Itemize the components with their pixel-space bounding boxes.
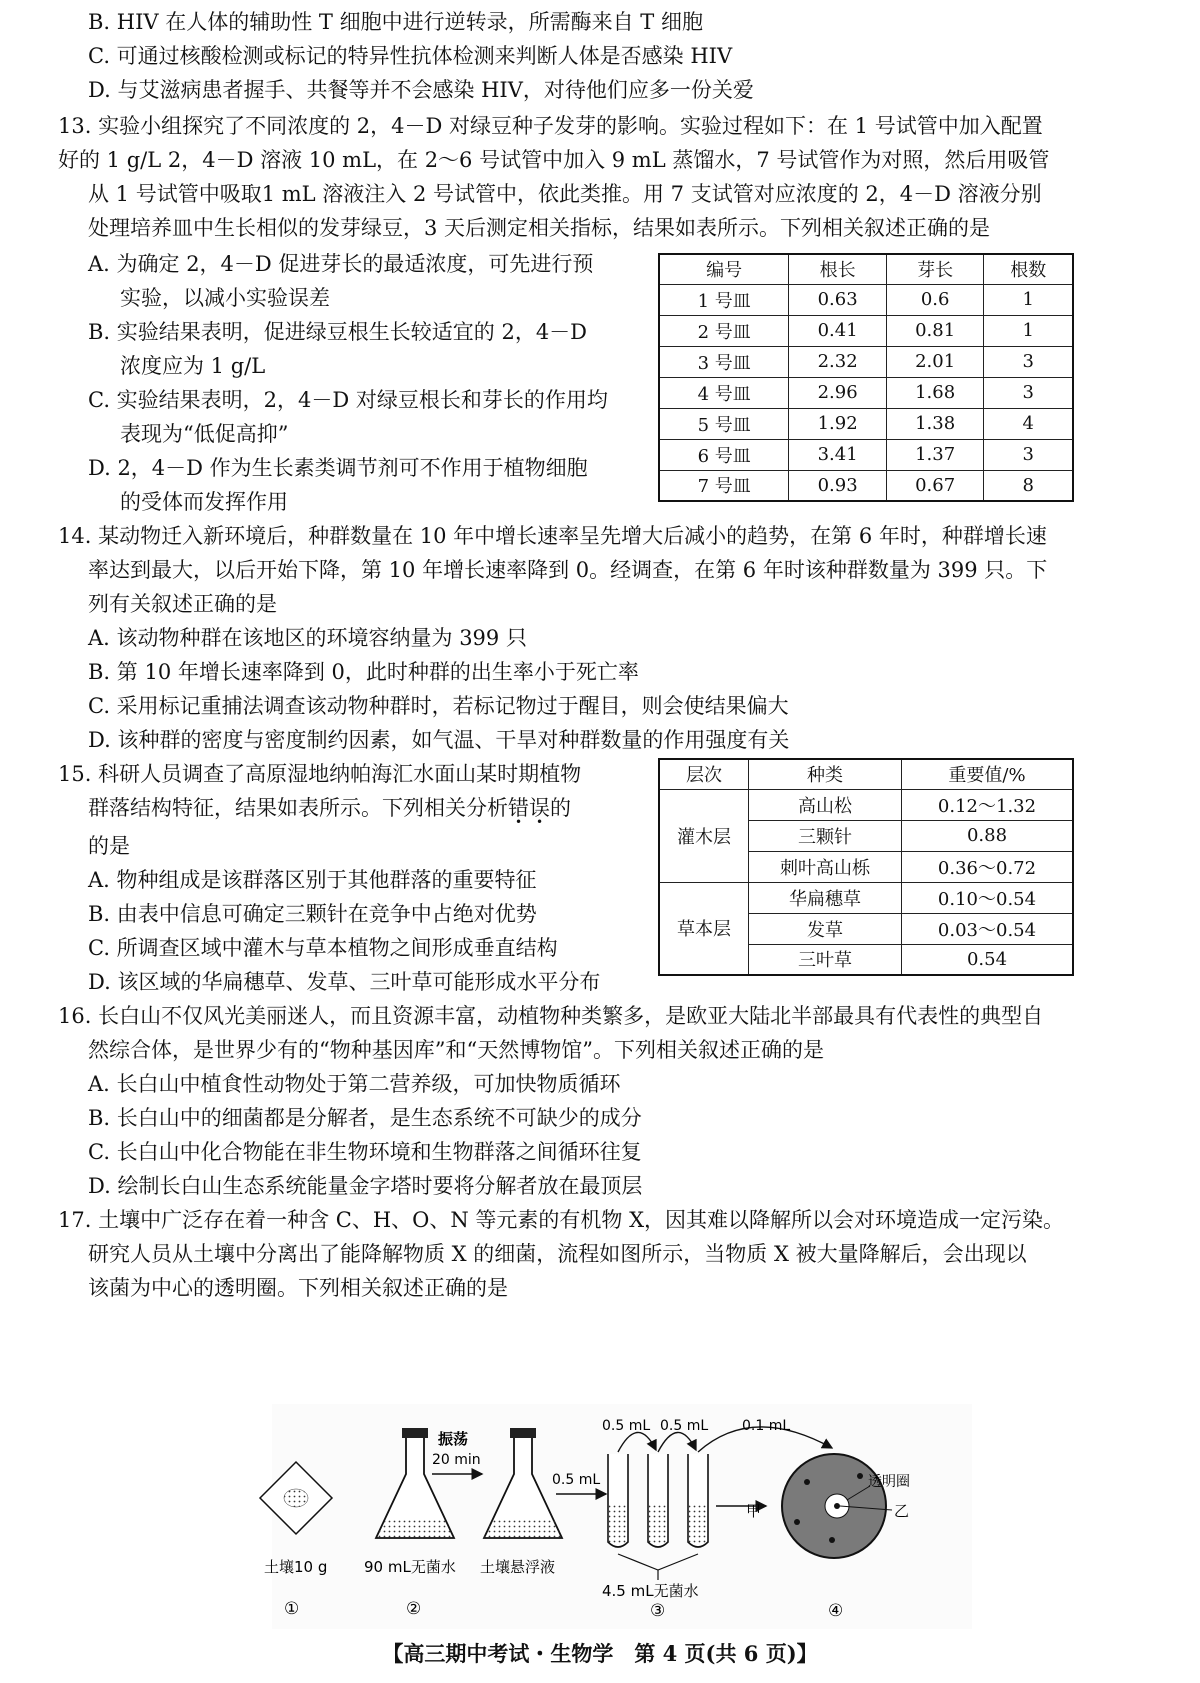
q15-option-a: A. 物种组成是该群落区别于其他群落的重要特征 bbox=[88, 868, 537, 892]
q14-option-c: C. 采用标记重捕法调查该动物种群时，若标记物过于醒目，则会使结果偏大 bbox=[88, 694, 789, 718]
table-row bbox=[659, 284, 1073, 315]
table-header: 根数 bbox=[984, 254, 1073, 284]
table-cell: 5 号皿 bbox=[659, 408, 789, 439]
ring-label: 透明圈 bbox=[868, 1474, 910, 1490]
table-cell: 7 号皿 bbox=[659, 470, 789, 501]
dilution-arrow bbox=[618, 1432, 656, 1452]
table-cell: 3 bbox=[984, 377, 1073, 408]
q14-option-d: D. 该种群的密度与密度制约因素，如气温、干旱对种群数量的作用强度有关 bbox=[88, 728, 790, 752]
q13-option-b-cont: 浓度应为 1 g/L bbox=[120, 354, 266, 378]
table-cell: 三颗针 bbox=[749, 820, 902, 851]
table-cell: 0.03～0.54 bbox=[902, 913, 1074, 944]
layer-cell: 灌木层 bbox=[659, 789, 749, 882]
transfer-volume-label: 0.5 mL bbox=[552, 1472, 601, 1488]
yi-label: 乙 bbox=[894, 1502, 910, 1520]
emphasis-char: 错 bbox=[508, 796, 529, 820]
q14-stem-line: 列有关叙述正确的是 bbox=[88, 592, 277, 616]
table-cell: 三叶草 bbox=[749, 944, 902, 975]
table-cell: 2.96 bbox=[789, 377, 887, 408]
q15-option-d: D. 该区域的华扁穗草、发草、三叶草可能形成水平分布 bbox=[88, 970, 601, 994]
table-cell: 1.92 bbox=[789, 408, 887, 439]
table-cell: 1 bbox=[984, 315, 1073, 346]
bracket-line bbox=[618, 1554, 698, 1570]
q15-stem-line: 的是 bbox=[88, 834, 130, 858]
q16-stem-line: 然综合体，是世界少有的“物种基因库”和“天然博物馆”。下列相关叙述正确的是 bbox=[88, 1038, 824, 1062]
table-header: 根长 bbox=[789, 254, 887, 284]
q14-stem-line: 14. 某动物迁入新环境后，种群数量在 10 年中增长速率呈先增大后减小的趋势，在第 6 年时，种群增长速 bbox=[58, 524, 1047, 548]
dilution-volume-label: 0.5 mL bbox=[660, 1418, 709, 1434]
plating-volume-label: 0.1 mL bbox=[742, 1418, 791, 1434]
q13-results-table bbox=[658, 253, 1074, 502]
q16-option-b: B. 长白山中的细菌都是分解者，是生态系统不可缺少的成分 bbox=[88, 1106, 642, 1130]
table-cell: 0.6 bbox=[886, 284, 984, 315]
q13-stem-line: 好的 1 g/L 2，4－D 溶液 10 mL，在 2～6 号试管中加入 9 mL 蒸馏水，7 号试管作为对照，然后用吸管 bbox=[58, 148, 1050, 172]
table-row bbox=[659, 346, 1073, 377]
table-cell: 6 号皿 bbox=[659, 439, 789, 470]
q17-stem-line: 研究人员从土壤中分离出了能降解物质 X 的细菌，流程如图所示，当物质 X 被大量降解后，会出现以 bbox=[88, 1242, 1027, 1266]
table-row bbox=[659, 470, 1073, 501]
table-row bbox=[659, 377, 1073, 408]
step-number-4: ④ bbox=[828, 1601, 844, 1621]
table-cell: 0.81 bbox=[886, 315, 984, 346]
table-cell: 1.68 bbox=[886, 377, 984, 408]
q17-stem-line: 17. 土壤中广泛存在着一种含 C、H、O、N 等元素的有机物 X，因其难以降解所以会对环境造成一定污染。 bbox=[58, 1208, 1065, 1232]
table-cell: 1 号皿 bbox=[659, 284, 789, 315]
q13-option-d: D. 2，4－D 作为生长素类调节剂可不作用于植物细胞 bbox=[88, 456, 588, 480]
step-number-3: ③ bbox=[650, 1601, 666, 1621]
table-cell: 1.38 bbox=[886, 408, 984, 439]
table-cell: 刺叶高山栎 bbox=[749, 851, 902, 882]
shake-label: 振荡 bbox=[438, 1430, 469, 1448]
table-row bbox=[659, 315, 1073, 346]
table-cell: 0.54 bbox=[902, 944, 1074, 975]
table-cell: 0.41 bbox=[789, 315, 887, 346]
isolation-flow-figure bbox=[264, 1404, 972, 1629]
q13-option-a: A. 为确定 2，4－D 促进芽长的最适浓度，可先进行预 bbox=[88, 252, 594, 276]
q13-stem-line: 处理培养皿中生长相似的发芽绿豆，3 天后测定相关指标，结果如表所示。下列相关叙述正确的是 bbox=[88, 216, 991, 240]
table-cell: 0.93 bbox=[789, 470, 887, 501]
table-cell: 0.67 bbox=[886, 470, 984, 501]
table-cell: 0.12～1.32 bbox=[902, 789, 1074, 820]
q17-stem-line: 该菌为中心的透明圈。下列相关叙述正确的是 bbox=[88, 1276, 508, 1300]
page-footer: 【高三期中考试・生物学 第 4 页(共 6 页)】 bbox=[382, 1641, 818, 1666]
q16-option-c: C. 长白山中化合物能在非生物环境和生物群落之间循环往复 bbox=[88, 1140, 642, 1164]
flask-icon bbox=[484, 1428, 562, 1538]
test-tube-icon bbox=[608, 1454, 628, 1547]
q13-stem-line: 13. 实验小组探究了不同浓度的 2，4－D 对绿豆种子发芽的影响。实验过程如下：在 1 号试管中加入配置 bbox=[58, 114, 1043, 138]
step-number-2: ② bbox=[406, 1599, 422, 1619]
q13-option-d-cont: 的受体而发挥作用 bbox=[120, 490, 288, 514]
dilution-arrow bbox=[658, 1432, 696, 1452]
table-header: 编号 bbox=[659, 254, 789, 284]
test-tube-icon bbox=[648, 1454, 668, 1547]
table-header: 种类 bbox=[749, 759, 902, 789]
table-cell: 3.41 bbox=[789, 439, 887, 470]
petri-dish-icon bbox=[782, 1454, 886, 1558]
table-cell: 0.63 bbox=[789, 284, 887, 315]
water-45-label: 4.5 mL无菌水 bbox=[602, 1582, 699, 1600]
shake-time-label: 20 min bbox=[432, 1452, 481, 1468]
table-cell: 1.37 bbox=[886, 439, 984, 470]
table-row bbox=[659, 882, 1073, 913]
jia-label: 甲 bbox=[746, 1502, 762, 1520]
suspension-label: 土壤悬浮液 bbox=[480, 1558, 556, 1576]
table-cell: 3 bbox=[984, 346, 1073, 377]
q15-community-table bbox=[658, 758, 1074, 976]
q14-option-b: B. 第 10 年增长速率降到 0，此时种群的出生率小于死亡率 bbox=[88, 660, 639, 684]
q12-option-b: B. HIV 在人体的辅助性 T 细胞中进行逆转录，所需酶来自 T 细胞 bbox=[88, 10, 703, 34]
table-cell: 华扁穗草 bbox=[749, 882, 902, 913]
emphasis-char: 误 bbox=[529, 796, 550, 820]
table-cell: 2.01 bbox=[886, 346, 984, 377]
q16-stem-line: 16. 长白山不仅风光美丽迷人，而且资源丰富，动植物种类繁多，是欧亚大陆北半部最具有代表性的典型自 bbox=[58, 1004, 1044, 1028]
q13-option-c-cont: 表现为“低促高抑” bbox=[120, 422, 289, 446]
water-90-label: 90 mL无菌水 bbox=[364, 1558, 456, 1576]
q15-option-b: B. 由表中信息可确定三颗针在竞争中占绝对优势 bbox=[88, 902, 537, 926]
soil-label: 土壤10 g bbox=[264, 1558, 328, 1576]
table-cell: 4 bbox=[984, 408, 1073, 439]
q14-stem-line: 率达到最大，以后开始下降，第 10 年增长速率降到 0。经调查，在第 6 年时该种群数量为 399 只。下 bbox=[88, 558, 1048, 582]
q14-option-a: A. 该动物种群在该地区的环境容纳量为 399 只 bbox=[88, 626, 527, 650]
table-cell: 3 号皿 bbox=[659, 346, 789, 377]
dilution-volume-label: 0.5 mL bbox=[602, 1418, 651, 1434]
table-cell: 0.10～0.54 bbox=[902, 882, 1074, 913]
q15-stem-text: 的 bbox=[550, 796, 571, 820]
q13-option-c: C. 实验结果表明，2，4－D 对绿豆根长和芽长的作用均 bbox=[88, 388, 608, 412]
table-cell: 高山松 bbox=[749, 789, 902, 820]
table-header: 层次 bbox=[659, 759, 749, 789]
table-cell: 0.88 bbox=[902, 820, 1074, 851]
q13-option-b: B. 实验结果表明，促进绿豆根生长较适宜的 2，4－D bbox=[88, 320, 588, 344]
q12-option-d: D. 与艾滋病患者握手、共餐等并不会感染 HIV，对待他们应多一份关爱 bbox=[88, 78, 754, 102]
table-cell: 8 bbox=[984, 470, 1073, 501]
q15-stem-text: 群落结构特征，结果如表所示。下列相关分析 bbox=[88, 796, 508, 820]
table-header: 重要值/% bbox=[902, 759, 1074, 789]
q15-option-c: C. 所调查区域中灌木与草本植物之间形成垂直结构 bbox=[88, 936, 558, 960]
q12-option-c: C. 可通过核酸检测或标记的特异性抗体检测来判断人体是否感染 HIV bbox=[88, 44, 733, 68]
table-row bbox=[659, 439, 1073, 470]
table-cell: 2.32 bbox=[789, 346, 887, 377]
table-cell: 发草 bbox=[749, 913, 902, 944]
table-row bbox=[659, 408, 1073, 439]
test-tube-icon bbox=[688, 1454, 708, 1547]
table-row bbox=[659, 789, 1073, 820]
table-cell: 1 bbox=[984, 284, 1073, 315]
table-cell: 3 bbox=[984, 439, 1073, 470]
q16-option-d: D. 绘制长白山生态系统能量金字塔时要将分解者放在最顶层 bbox=[88, 1174, 643, 1198]
q16-option-a: A. 长白山中植食性动物处于第二营养级，可加快物质循环 bbox=[88, 1072, 621, 1096]
q15-stem-line bbox=[88, 794, 571, 824]
table-cell: 4 号皿 bbox=[659, 377, 789, 408]
layer-cell: 草本层 bbox=[659, 882, 749, 975]
table-cell: 2 号皿 bbox=[659, 315, 789, 346]
step-number-1: ① bbox=[284, 1599, 300, 1619]
table-header: 芽长 bbox=[886, 254, 984, 284]
soil-sample-icon bbox=[260, 1462, 332, 1534]
q13-option-a-cont: 实验，以减小实验误差 bbox=[120, 286, 330, 310]
q15-stem-line: 15. 科研人员调查了高原湿地纳帕海汇水面山某时期植物 bbox=[58, 762, 582, 786]
q13-stem-line: 从 1 号试管中吸取1 mL 溶液注入 2 号试管中，依此类推。用 7 支试管对应浓度的 2，4－D 溶液分别 bbox=[88, 182, 1042, 206]
table-cell: 0.36～0.72 bbox=[902, 851, 1074, 882]
